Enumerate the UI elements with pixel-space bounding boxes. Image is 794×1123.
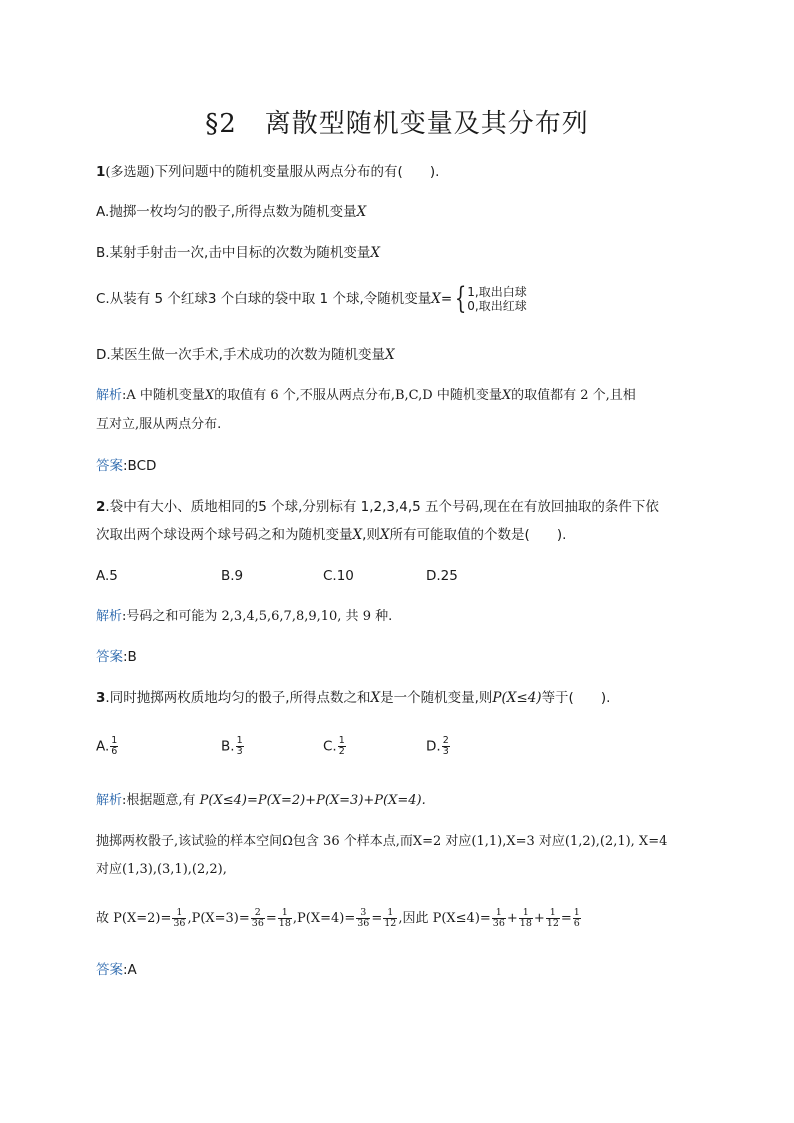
- q3-sol-part-a: :根据题意,有: [122, 793, 200, 808]
- q1-sol-part-b: 的取值有 6 个,不服从两点分布,B,C,D 中随机变量: [214, 388, 502, 403]
- answer-label: 答案: [96, 649, 123, 665]
- q1-answer-value: :BCD: [123, 458, 157, 474]
- q2-stem-part-a: 次取出两个球设两个球号码之和为随机变量: [96, 527, 353, 543]
- var-x: X: [384, 347, 395, 363]
- q3-number: 3: [96, 690, 106, 706]
- fraction: $\frac{1}{6}$: [111, 735, 118, 757]
- page-title: [0, 103, 794, 140]
- answer-label: 答案: [96, 962, 123, 978]
- solution-label: 解析: [96, 793, 123, 808]
- q2-solution-text: :号码之和可能为 2,3,4,5,6,7,8,9,10, 共 9 种.: [122, 609, 393, 624]
- left-brace-icon: {: [454, 281, 467, 316]
- solution-label: 解析: [96, 388, 123, 403]
- equals-sign: =: [440, 291, 453, 307]
- var-x: X: [379, 527, 390, 543]
- q2-solution: [96, 608, 392, 626]
- q2-answer: [96, 648, 137, 666]
- var-x: X: [370, 690, 381, 706]
- q3-sol-part-b: P(X≤4)=P(X=2)+P(X=3)+P(X=4).: [199, 793, 426, 808]
- fraction: $\frac{1}{6}$: [573, 907, 580, 929]
- q2-option-d: D.25: [426, 568, 458, 584]
- q3-option-a: [96, 736, 119, 757]
- q1-stem-text: 下列问题中的随机变量服从两点分布的有( ).: [154, 164, 440, 180]
- case-white: 1,取出白球: [467, 285, 527, 299]
- q3-stem-part-a: .同时抛掷两枚质地均匀的骰子,所得点数之和: [105, 690, 371, 706]
- section-number: §2: [205, 109, 237, 139]
- q3-option-a-label: A.: [96, 738, 110, 755]
- q3-solution-line3: 对应(1,3),(3,1),(2,2),: [96, 862, 227, 877]
- case-red: 0,取出红球: [467, 299, 527, 313]
- answer-label: 答案: [96, 458, 123, 474]
- q1-solution-line1: [96, 387, 636, 405]
- q3-prob-expression: P(X≤4): [492, 690, 542, 706]
- var-x: X: [501, 388, 512, 403]
- var-x: X: [356, 204, 367, 220]
- q1-option-c: [96, 281, 527, 316]
- var-x: X: [352, 527, 363, 543]
- q1-stem: [96, 163, 439, 182]
- q2-stem-text: .袋中有大小、质地相同的5 个球,分别标有 1,2,3,4,5 五个号码,现在在有放回抽取的条件下依: [105, 499, 659, 515]
- var-x: X: [431, 291, 441, 307]
- q3-option-d: [426, 736, 451, 757]
- solution-label: 解析: [96, 609, 123, 624]
- q2-option-b: B.9: [221, 568, 244, 584]
- q1-solution-line2: 互对立,服从两点分布.: [96, 417, 222, 432]
- q1-option-b-text: B.某射手射击一次,击中目标的次数为随机变量: [96, 245, 371, 261]
- q3-answer-value: :A: [123, 962, 137, 978]
- q3-stem-part-c: 等于( ).: [541, 690, 611, 706]
- q2-stem-part-b: ,则: [362, 527, 380, 543]
- var-x: X: [370, 245, 380, 261]
- q1-prefix: (多选题): [105, 165, 155, 180]
- fraction: $\frac{3}{36}$: [357, 907, 370, 929]
- q1-option-d: [96, 346, 395, 364]
- q2-option-a: A.5: [96, 568, 118, 584]
- q3-solution-line1: [96, 792, 426, 810]
- fraction: $\frac{1}{2}$: [338, 735, 345, 757]
- q3-solution-line2: 抛掷两枚骰子,该试验的样本空间Ω包含 36 个样本点,而X=2 对应(1,1),X=3 对应(1,2),(2,1), X=4: [96, 834, 668, 849]
- fraction: $\frac{1}{12}$: [546, 907, 559, 929]
- fraction: $\frac{1}{36}$: [492, 907, 505, 929]
- q3-stem-part-b: 是一个随机变量,则: [380, 690, 493, 706]
- q1-option-c-text: C.从装有 5 个红球3 个白球的袋中取 1 个球,令随机变量: [96, 291, 432, 307]
- fraction: $\frac{1}{18}$: [278, 907, 291, 929]
- q1-sol-part-a: :A 中随机变量: [122, 388, 205, 403]
- q3-option-b-label: B.: [221, 738, 235, 755]
- q2-answer-value: :B: [123, 649, 137, 665]
- q3-option-c-label: C.: [323, 738, 337, 755]
- q3-solution-line4: 故 P(X=2)= $\frac{1}{36}$ ,P(X=3)= $\frac{2}{36}$ = $\frac{1}{18}$ ,P(X=4)= $\frac{3}{36}$ = $\frac{1}{12}$ ,因此 P(X≤4)= $\frac{1}{36}$ + $\frac{1}{18}$ + $\frac{1}{12}$ = $\frac{1}{6}$: [96, 907, 580, 929]
- var-x: X: [204, 388, 215, 403]
- fraction: $\frac{1}{36}$: [173, 907, 186, 929]
- q3-answer: [96, 961, 137, 979]
- q3-option-d-label: D.: [426, 738, 441, 755]
- q3-stem: [96, 689, 610, 707]
- q2-number: 2: [96, 499, 106, 515]
- section-title: 离散型随机变量及其分布列: [264, 109, 589, 139]
- q3-option-b: [221, 736, 245, 757]
- fraction: $\frac{2}{3}$: [442, 735, 449, 757]
- q1-number: 1: [96, 164, 106, 180]
- q2-stem-part-c: 所有可能取值的个数是( ).: [389, 527, 567, 543]
- q1-option-b: [96, 244, 380, 262]
- fraction: $\frac{2}{36}$: [251, 907, 264, 929]
- q1-sol-part-c: 的取值都有 2 个,且相: [511, 388, 636, 403]
- q1-answer: [96, 457, 156, 475]
- q1-option-d-text: D.某医生做一次手术,手术成功的次数为随机变量: [96, 347, 385, 363]
- q1-option-a-text: A.抛掷一枚均匀的骰子,所得点数为随机变量: [96, 204, 357, 220]
- fraction: $\frac{1}{18}$: [519, 907, 532, 929]
- q2-option-c: C.10: [323, 568, 354, 584]
- q3-option-c: [323, 736, 347, 757]
- piecewise-cases: [467, 285, 526, 313]
- fraction: $\frac{1}{3}$: [236, 735, 243, 757]
- q2-stem-line2: [96, 526, 566, 544]
- q2-stem-line1: [96, 498, 659, 516]
- fraction: $\frac{1}{12}$: [384, 907, 397, 929]
- q1-option-a: [96, 203, 366, 221]
